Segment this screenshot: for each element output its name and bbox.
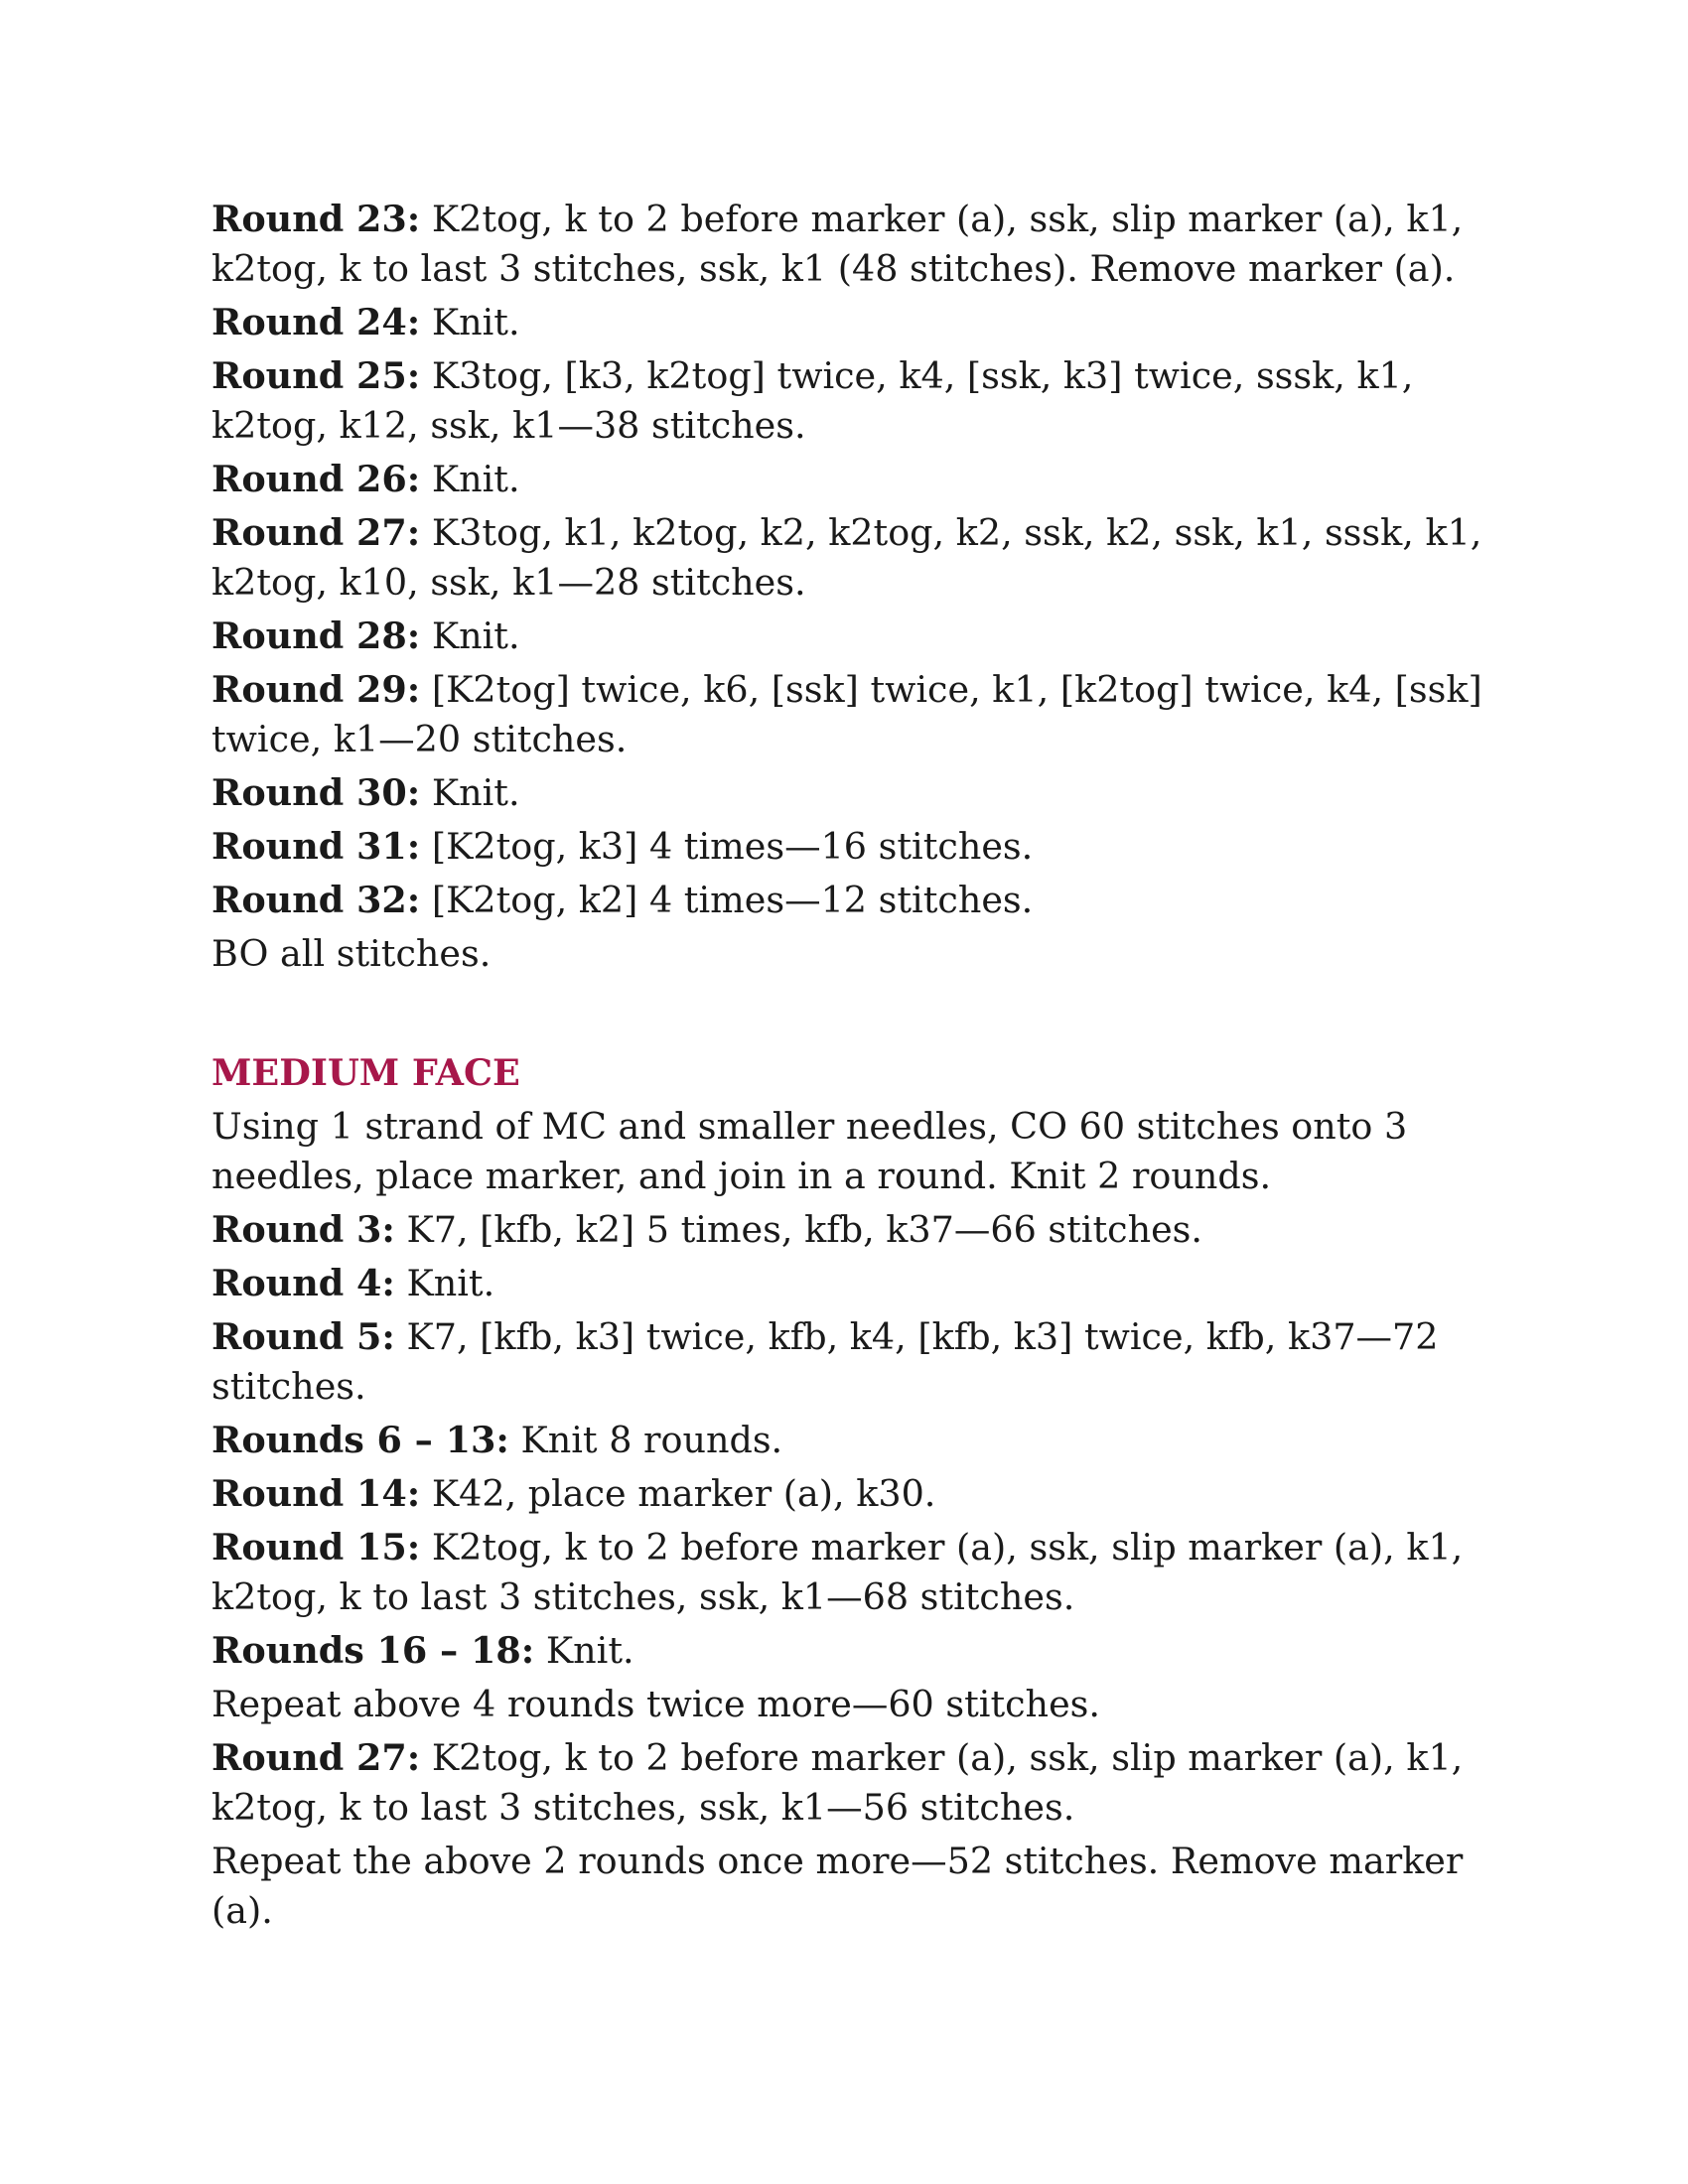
round-label: Round 32: <box>211 879 421 921</box>
instruction-round-14 <box>211 1469 1489 1519</box>
round-label: Round 14: <box>211 1472 421 1515</box>
section-heading: MEDIUM FACE <box>211 1051 520 1094</box>
round-label: Round 30: <box>211 771 421 814</box>
round-label: Round 29: <box>211 668 421 711</box>
round-label: Round 15: <box>211 1526 421 1569</box>
round-text: Knit. <box>534 1629 634 1672</box>
instruction-round-26 <box>211 455 1489 504</box>
round-text: K3tog, k1, k2tog, k2, k2tog, k2, ssk, k2, ssk, k1, sssk, k1, k2tog, k10, ssk, k1—28 stitches. <box>211 511 1482 604</box>
round-label: Round 24: <box>211 301 421 343</box>
instruction-round-28 <box>211 612 1489 661</box>
instruction-round-30 <box>211 768 1489 818</box>
instruction-round-23 <box>211 195 1489 294</box>
round-text: K7, [kfb, k3] twice, kfb, k4, [kfb, k3] twice, kfb, k37—72 stitches. <box>211 1315 1439 1408</box>
round-text: Repeat above 4 rounds twice more—60 stitches. <box>211 1683 1100 1725</box>
section-medium-face <box>211 1048 1489 1936</box>
round-text: Knit. <box>420 771 520 814</box>
instruction-round-27-medium <box>211 1733 1489 1833</box>
round-text: Repeat the above 2 rounds once more—52 stitches. Remove marker (a). <box>211 1840 1464 1932</box>
instruction-round-29 <box>211 665 1489 764</box>
round-label: Round 23: <box>211 198 421 240</box>
round-label: Round 4: <box>211 1262 395 1304</box>
instruction-round-25 <box>211 351 1489 451</box>
round-text: Knit. <box>420 458 520 500</box>
instruction-round-32 <box>211 876 1489 925</box>
round-label: Round 28: <box>211 614 421 657</box>
round-text: K2tog, k to 2 before marker (a), ssk, slip marker (a), k1, k2tog, k to last 3 stitches, ssk, k1 (48 stitches). Remove marker (a). <box>211 198 1464 290</box>
instruction-bind-off <box>211 929 1489 979</box>
instruction-round-5 <box>211 1312 1489 1412</box>
round-text: [K2tog] twice, k6, [ssk] twice, k1, [k2tog] twice, k4, [ssk] twice, k1—20 stitches. <box>211 668 1482 760</box>
round-text: K2tog, k to 2 before marker (a), ssk, slip marker (a), k1, k2tog, k to last 3 stitches, ssk, k1—56 stitches. <box>211 1736 1464 1829</box>
round-text: Knit. <box>420 301 520 343</box>
instruction-round-3 <box>211 1205 1489 1255</box>
instruction-repeat-once <box>211 1837 1489 1936</box>
round-label: Round 27: <box>211 511 421 554</box>
round-label: Round 5: <box>211 1315 395 1358</box>
round-text: [K2tog, k2] 4 times—12 stitches. <box>420 879 1034 921</box>
round-text: Knit 8 rounds. <box>508 1419 783 1461</box>
round-text: Using 1 strand of MC and smaller needles, CO 60 stitches onto 3 needles, place marker, and join in a round. Knit 2 rounds. <box>211 1105 1408 1197</box>
round-label: Rounds 16 – 18: <box>211 1629 535 1672</box>
instruction-round-24 <box>211 298 1489 347</box>
round-label: Round 25: <box>211 354 421 397</box>
section-previous-instructions <box>211 195 1489 979</box>
instruction-cast-on <box>211 1102 1489 1201</box>
round-label: Round 31: <box>211 825 421 868</box>
round-text: Knit. <box>394 1262 495 1304</box>
instruction-round-15 <box>211 1523 1489 1622</box>
round-text: K42, place marker (a), k30. <box>420 1472 936 1515</box>
instruction-round-4 <box>211 1259 1489 1308</box>
instruction-rounds-16-18 <box>211 1626 1489 1676</box>
round-text: Knit. <box>420 614 520 657</box>
instruction-round-27 <box>211 508 1489 608</box>
round-label: Round 27: <box>211 1736 421 1779</box>
round-text: BO all stitches. <box>211 932 492 975</box>
instruction-repeat-twice <box>211 1680 1489 1729</box>
instruction-round-31 <box>211 822 1489 872</box>
section-spacer <box>211 983 1489 1048</box>
round-label: Rounds 6 – 13: <box>211 1419 509 1461</box>
round-text: K7, [kfb, k2] 5 times, kfb, k37—66 stitches. <box>394 1208 1203 1251</box>
instruction-rounds-6-13 <box>211 1416 1489 1465</box>
round-text: K2tog, k to 2 before marker (a), ssk, slip marker (a), k1, k2tog, k to last 3 stitches, ssk, k1—68 stitches. <box>211 1526 1464 1618</box>
round-text: K3tog, [k3, k2tog] twice, k4, [ssk, k3] twice, sssk, k1, k2tog, k12, ssk, k1—38 stitches. <box>211 354 1414 447</box>
round-text: [K2tog, k3] 4 times—16 stitches. <box>420 825 1034 868</box>
round-label: Round 3: <box>211 1208 395 1251</box>
round-label: Round 26: <box>211 458 421 500</box>
